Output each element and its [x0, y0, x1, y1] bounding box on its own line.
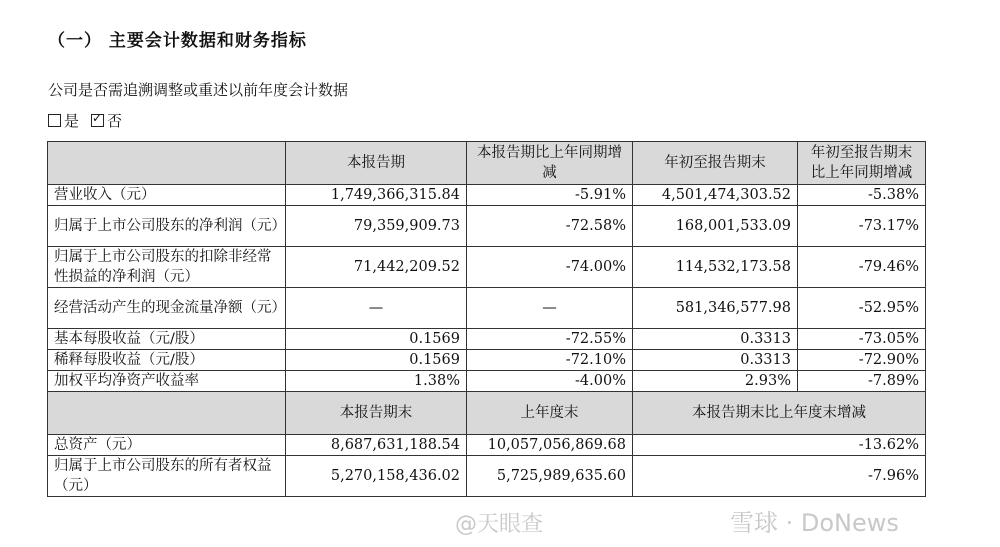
table-cell: 71,442,209.52	[286, 247, 467, 288]
checkbox-no[interactable]	[91, 114, 104, 127]
row-label: 归属于上市公司股东的所有者权益（元）	[48, 456, 286, 497]
table-cell: 4,501,474,303.52	[633, 185, 798, 206]
table-cell: -5.38%	[798, 185, 926, 206]
table-cell: 2.93%	[633, 371, 798, 392]
row-label: 归属于上市公司股东的净利润（元）	[48, 206, 286, 247]
row-label: 经营活动产生的现金流量净额（元）	[48, 288, 286, 329]
table2-header-corner	[48, 392, 286, 435]
table-cell: 5,270,158,436.02	[286, 456, 467, 497]
table-cell: -72.10%	[467, 350, 633, 371]
table-cell: -72.90%	[798, 350, 926, 371]
table-cell: 5,725,989,635.60	[467, 456, 633, 497]
table-cell: -74.00%	[467, 247, 633, 288]
table-cell: 581,346,577.98	[633, 288, 798, 329]
table-cell: -73.17%	[798, 206, 926, 247]
table-row	[48, 288, 926, 329]
restatement-question: 公司是否需追溯调整或重述以前年度会计数据	[48, 81, 349, 99]
table-row	[48, 329, 926, 350]
option-yes[interactable]	[48, 110, 79, 131]
table1-header-cell: 本报告期比上年同期增减	[467, 142, 633, 185]
table2-header-row	[48, 392, 926, 435]
table-cell: 0.3313	[633, 350, 798, 371]
table-cell: 0.3313	[633, 329, 798, 350]
table-cell: 1,749,366,315.84	[286, 185, 467, 206]
table-row	[48, 206, 926, 247]
table-cell: -52.95%	[798, 288, 926, 329]
row-label: 总资产（元）	[48, 435, 286, 456]
table-row	[48, 350, 926, 371]
table-row	[48, 456, 926, 497]
row-label: 基本每股收益（元/股）	[48, 329, 286, 350]
table2-header-cell: 上年度末	[467, 392, 633, 435]
table-row	[48, 435, 926, 456]
table-cell: 0.1569	[286, 350, 467, 371]
table-cell: -7.89%	[798, 371, 926, 392]
table-row	[48, 247, 926, 288]
table-cell: -79.46%	[798, 247, 926, 288]
row-label: 营业收入（元）	[48, 185, 286, 206]
table-cell: 114,532,173.58	[633, 247, 798, 288]
table-cell: —	[286, 288, 467, 329]
table-cell: 1.38%	[286, 371, 467, 392]
table1-header-cell: 年初至报告期末	[633, 142, 798, 185]
table-cell: -13.62%	[633, 435, 926, 456]
table-cell: -4.00%	[467, 371, 633, 392]
table2-header-cell: 本报告期末比上年度末增减	[633, 392, 926, 435]
table-cell: -72.55%	[467, 329, 633, 350]
option-no-label: 否	[107, 112, 123, 130]
table-cell: -7.96%	[633, 456, 926, 497]
table-cell: 168,001,533.09	[633, 206, 798, 247]
table-cell: 10,057,056,869.68	[467, 435, 633, 456]
table1-header-cell: 本报告期	[286, 142, 467, 185]
table-cell: -73.05%	[798, 329, 926, 350]
checkbox-yes[interactable]	[48, 114, 61, 127]
table1-header-cell: 年初至报告期末比上年同期增减	[798, 142, 926, 185]
table-row	[48, 371, 926, 392]
table-cell: 0.1569	[286, 329, 467, 350]
row-label: 加权平均净资产收益率	[48, 371, 286, 392]
table-cell: —	[467, 288, 633, 329]
watermark-tianyancha: @天眼查	[455, 512, 544, 537]
row-label: 归属于上市公司股东的扣除非经常性损益的净利润（元）	[48, 247, 286, 288]
table-row	[48, 185, 926, 206]
table2-header-cell: 本报告期末	[286, 392, 467, 435]
watermark-xueqiu-donews: 雪球 · DoNews	[730, 509, 899, 537]
restatement-options	[48, 110, 134, 131]
financial-data-table	[47, 141, 926, 497]
section-heading: （一） 主要会计数据和财务指标	[48, 31, 307, 51]
table-cell: -72.58%	[467, 206, 633, 247]
option-no[interactable]	[91, 110, 122, 131]
row-label: 稀释每股收益（元/股）	[48, 350, 286, 371]
table-cell: 79,359,909.73	[286, 206, 467, 247]
table1-header-corner	[48, 142, 286, 185]
table-cell: 8,687,631,188.54	[286, 435, 467, 456]
option-yes-label: 是	[64, 112, 80, 130]
table1-header-row	[48, 142, 926, 185]
table-cell: -5.91%	[467, 185, 633, 206]
